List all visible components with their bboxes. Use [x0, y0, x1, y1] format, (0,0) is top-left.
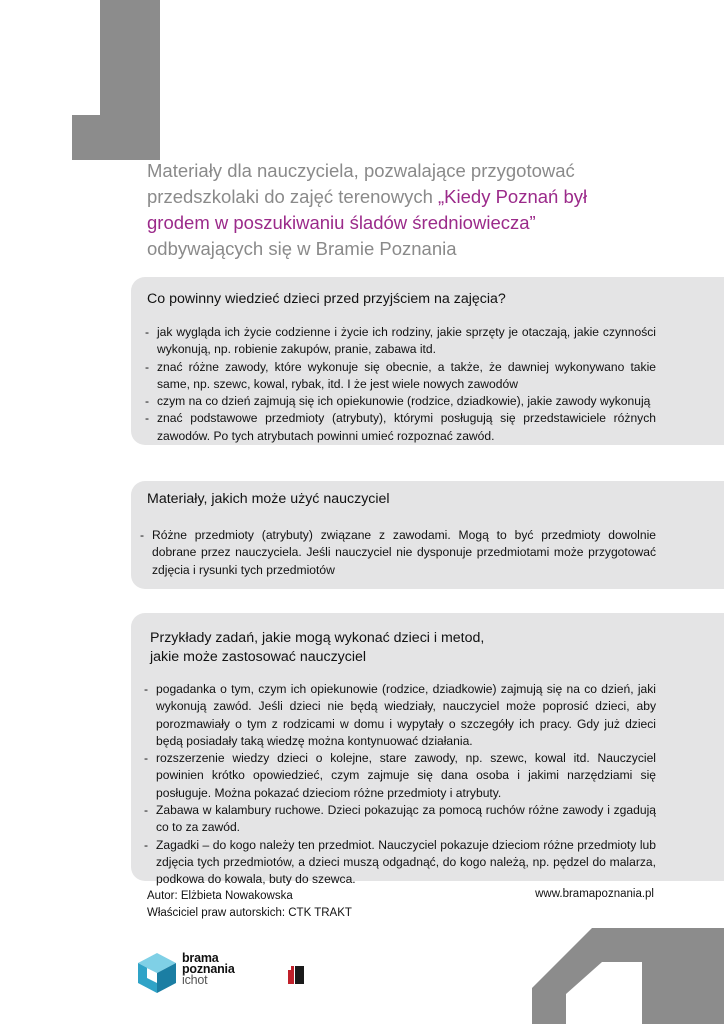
list-item: - jak wygląda ich życie codzienne i życie ich rodziny, jakie sprzęty je otaczają, jakie czynności wykonują, np. robienie zakupów, pranie, zabawa itd.	[145, 325, 656, 357]
credits	[147, 888, 352, 922]
section-tasks-heading-line-2: jakie może zastosować nauczyciel	[150, 649, 367, 665]
cube-logo-icon	[136, 951, 178, 995]
title-line-1: Materiały dla nauczyciela, pozwalające przygotować	[147, 160, 575, 181]
list-item: - rozszerzenie wiedzy dzieci o kolejne, stare zawody, np. szewc, kowal itd. Nauczyciel powinien krótko opowiedzieć, czym zajmuje się dana osoba i jakimi narzędziami się posługuje. Można pokazać dzieciom różne przedmioty i atrybuty.	[144, 751, 656, 800]
partner-emblem-icon	[286, 966, 306, 984]
title-accent-1: „Kiedy Poznań był	[438, 186, 588, 207]
document-title	[147, 158, 667, 262]
list-item: - znać podstawowe przedmioty (atrybuty), którymi posługują się przedstawiciele różnych zawodów. Po tych atrybutach powinni umieć rozpoznać zawód.	[145, 411, 656, 443]
section-materials	[131, 481, 724, 589]
partner-caption	[275, 991, 317, 995]
section-tasks	[131, 613, 724, 887]
section-tasks-heading-line-1: Przykłady zadań, jakie mogą wykonać dzieci i metod,	[150, 630, 485, 646]
brama-poznania-logo	[136, 951, 235, 995]
logo-line-1: brama	[182, 951, 219, 965]
list-item: - znać różne zawody, które wykonuje się obecnie, a także, że dawniej wykonywano takie same, np. szewc, kowal, rybak, itd. I że jest wiele nowych zawodów	[145, 359, 656, 391]
bottom-right-decoration	[524, 928, 724, 1024]
title-accent-2: grodem w poszukiwaniu śladów średniowiecza”	[147, 212, 536, 233]
title-line-4: odbywających się w Bramie Poznania	[147, 238, 457, 259]
copyright-owner: Właściciel praw autorskich: CTK TRAKT	[147, 907, 352, 919]
list-item: - czym na co dzień zajmują się ich opiekunowie (rodzice, dziadkowie), jakie zawody wykonują	[145, 394, 651, 409]
logo-wordmark	[182, 953, 235, 986]
list-item: - Zabawa w kalambury ruchowe. Dzieci pokazując za pomocą ruchów różne zawody i zgadują co to za zawód.	[144, 803, 656, 835]
top-left-decoration	[0, 0, 160, 160]
section-tasks-heading	[150, 629, 484, 667]
partner-logo	[275, 966, 317, 995]
section-materials-heading: Materiały, jakich może użyć nauczyciel	[147, 491, 390, 507]
section-knowledge	[131, 277, 724, 445]
title-line-2	[147, 184, 667, 210]
section-materials-list	[140, 527, 656, 579]
section-knowledge-heading: Co powinny wiedzieć dzieci przed przyjściem na zajęcia?	[147, 291, 506, 307]
logo-line-3: ichot	[182, 973, 208, 987]
author-credit: Autor: Elżbieta Nowakowska	[147, 890, 293, 902]
list-item: - pogadanka o tym, czym ich opiekunowie (rodzice, dziadkowie) zajmują się na co dzień, jaki wykonują zawód. Jeśli dzieci nie będą wiedziały, nauczyciel może poprosić dzieci, aby porozmawiały o tym z rodzicami w domu i wypytały o szczegóły ich pracy. Gdy już dzieci będą posiadały taką wiedzę można kontynuować działania.	[144, 682, 656, 748]
list-item: - Zagadki – do kogo należy ten przedmiot. Nauczyciel pokazuje dzieciom różne przedmioty lub zdjęcia tych przedmiotów, a dzieci muszą odgadnąć, do kogo należą, np. pędzel do malarza, podkowa do kowala, buty do szewca.	[144, 837, 656, 887]
logo-line-2: poznania	[182, 962, 235, 976]
title-line-2-text: przedszkolaki do zajęć terenowych	[147, 186, 439, 207]
section-tasks-list	[144, 681, 656, 889]
list-item: - Różne przedmioty (atrybuty) związane z zawodami. Mogą to być przedmioty dowolnie dobrane przez nauczyciela. Jeśli nauczyciel nie dysponuje przedmiotami może przygotować zdjęcia i rysunki tych przedmiotów	[140, 528, 656, 577]
website-link[interactable]: www.bramapoznania.pl	[535, 888, 654, 900]
section-knowledge-list	[145, 324, 656, 445]
